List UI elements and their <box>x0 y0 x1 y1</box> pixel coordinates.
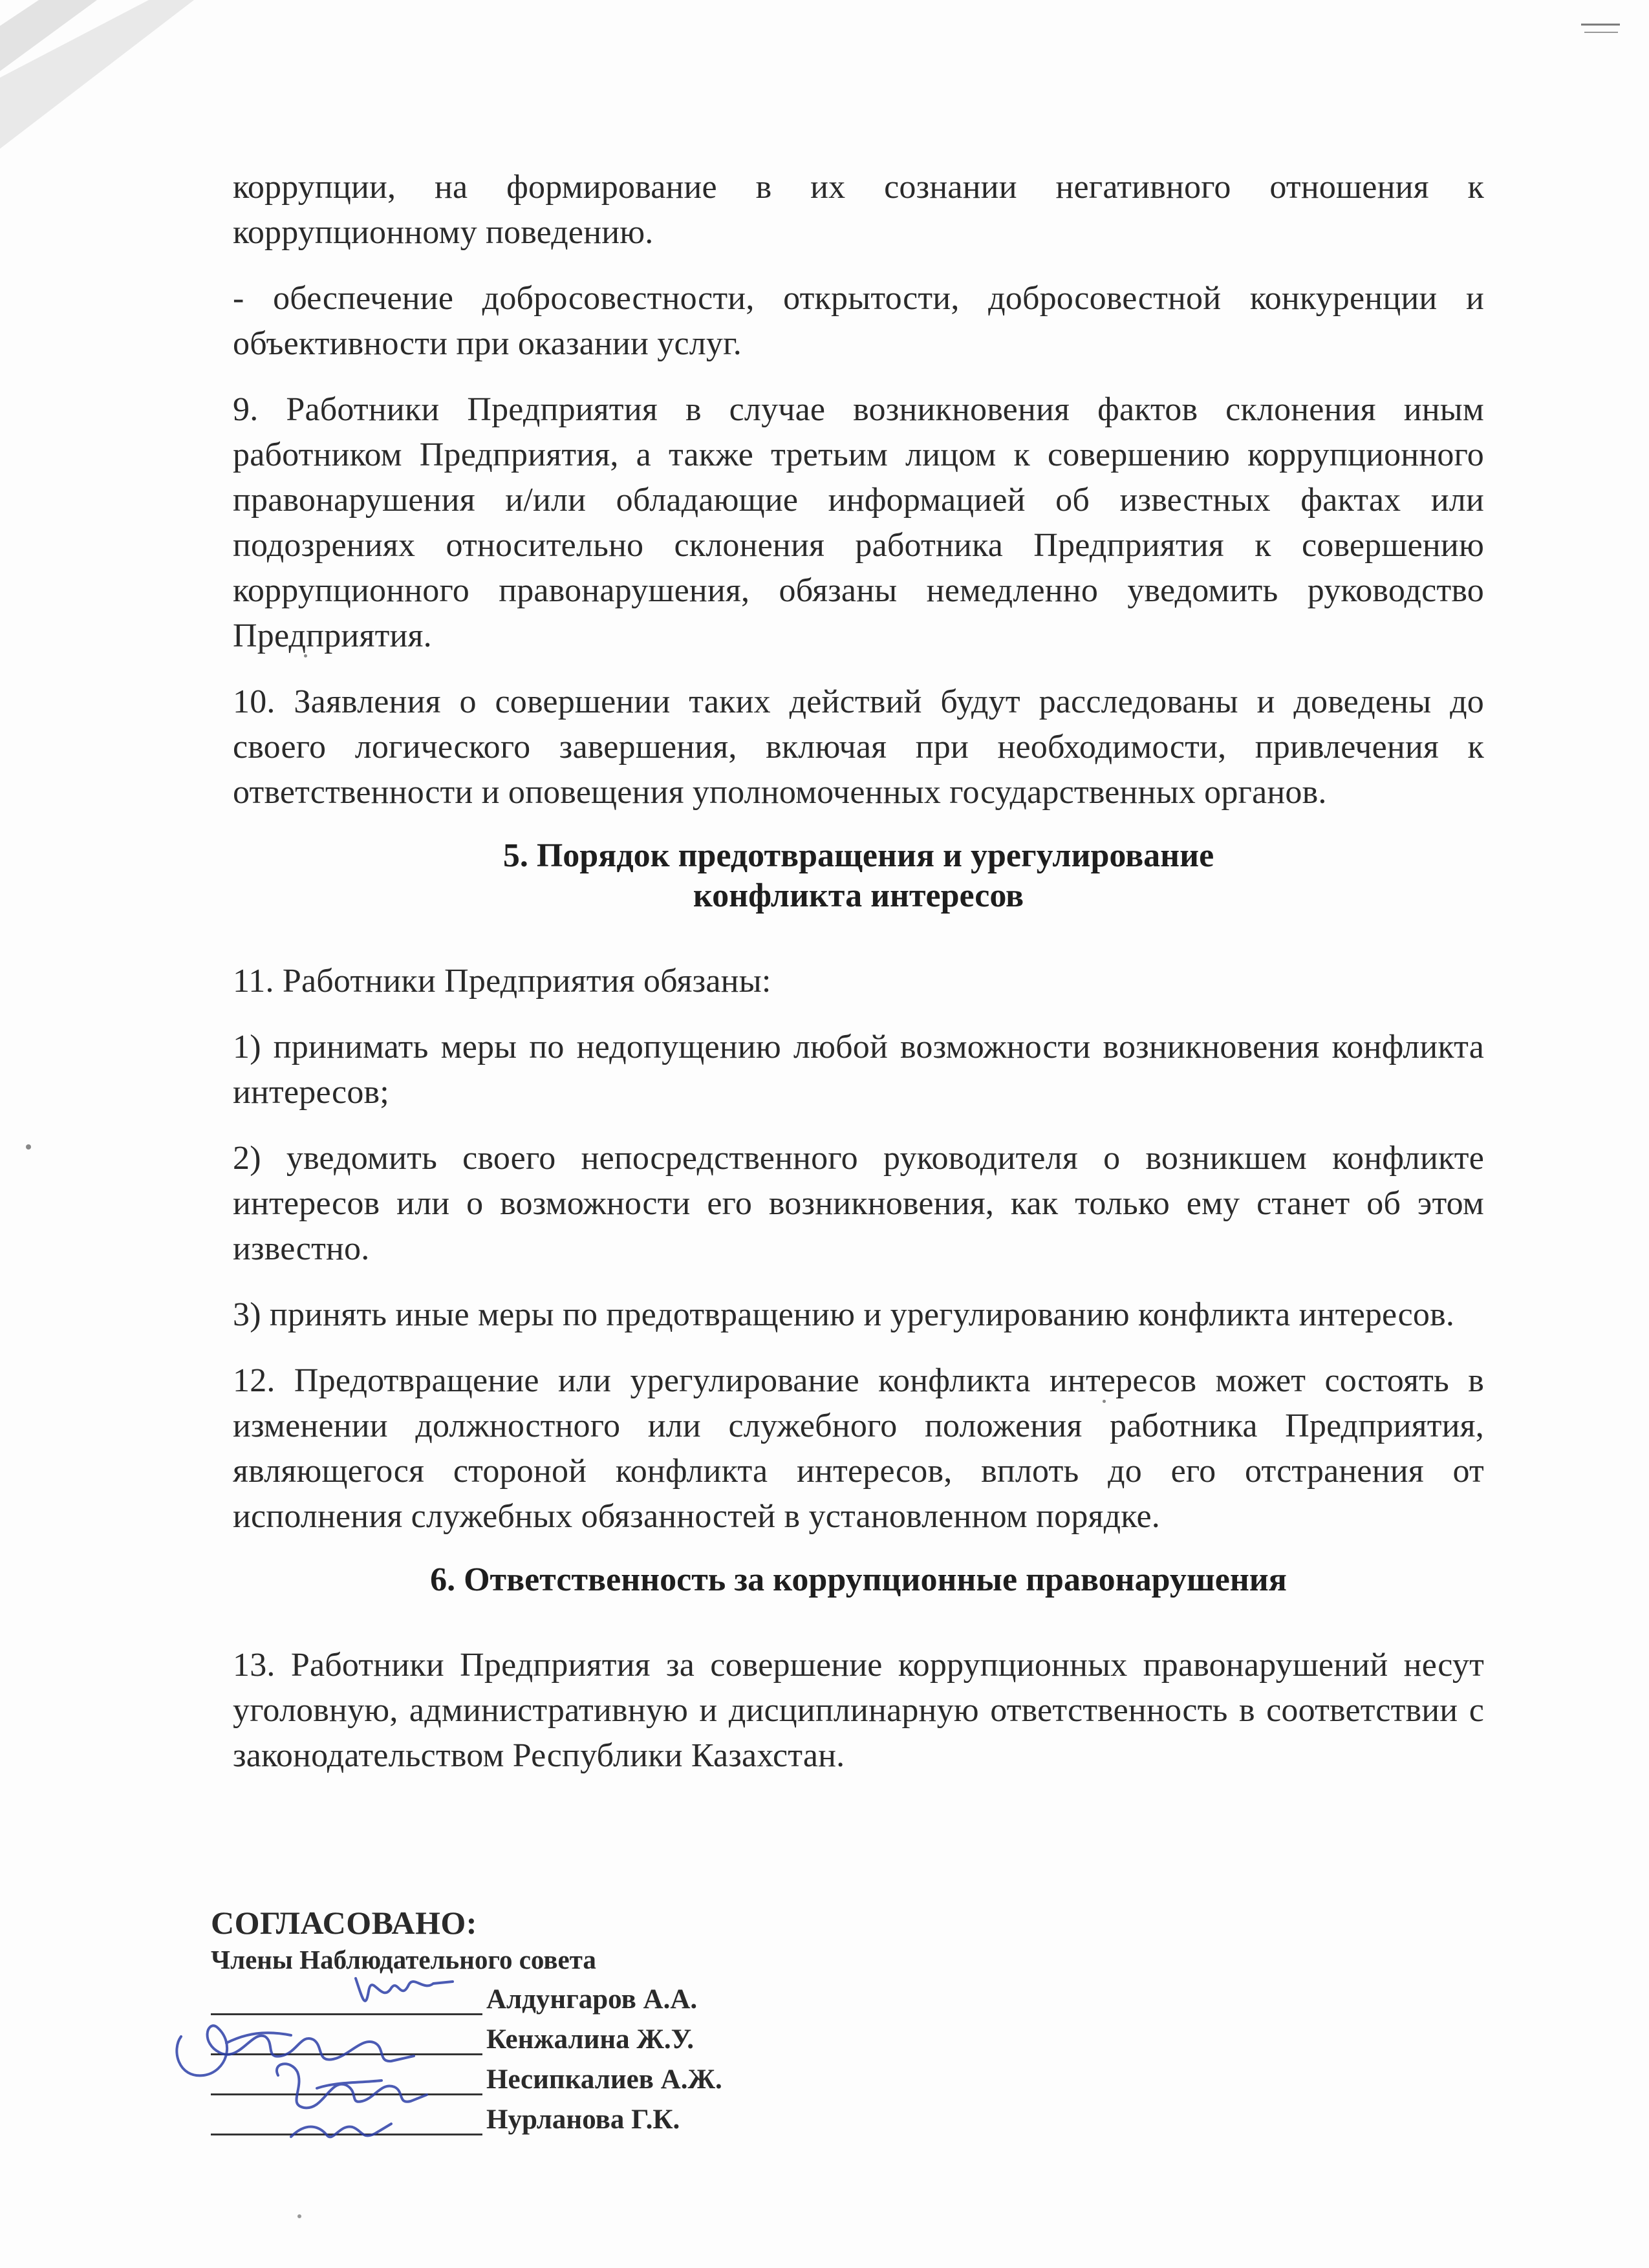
signatory-name: Нурланова Г.К. <box>486 2104 680 2135</box>
approval-title: СОГЛАСОВАНО: <box>211 1905 477 1941</box>
paragraph: - обеспечение добросовестности, открытости, добросовестной конкуренции и объективности при оказании услуг. <box>233 280 1484 362</box>
signatory-name: Кенжалина Ж.У. <box>486 2024 694 2055</box>
paragraph-item-12: 12. Предотвращение или урегулирование конфликта интересов может состоять в изменении должностного или служебного положения работника Предприятия, являющегося стороной конфликта интересов, вплоть до его отстранения от исполнения служебных обязанностей в установленном порядке. <box>233 1362 1484 1535</box>
scan-mark-artifact <box>1578 18 1623 44</box>
paragraph: коррупции, на формирование в их сознании негативного отношения к коррупционному поведению. <box>233 169 1484 251</box>
section-6-heading <box>233 1560 1484 1600</box>
approval-subtitle: Члены Наблюдательного совета <box>211 1945 596 1974</box>
signature-nesipkaliev <box>277 2064 427 2108</box>
section-6-heading-text: 6. Ответственность за коррупционные правонарушения <box>430 1561 1287 1598</box>
scan-edge-artifact <box>0 0 233 168</box>
handwritten-signatures <box>168 1965 530 2153</box>
scan-speck <box>26 1144 31 1150</box>
signatory-name: Алдунгаров А.А. <box>486 1984 698 2015</box>
signature-aldungarov <box>356 1978 453 2001</box>
section-5-heading <box>233 836 1484 916</box>
list-item: 1) принимать меры по недопущению любой возможности возникновения конфликта интересов; <box>233 1029 1484 1111</box>
section-5-heading-line1: 5. Порядок предотвращения и урегулирование <box>502 837 1214 874</box>
list-item: 2) уведомить своего непосредственного руководителя о возникшем конфликте интересов или о возможности его возникновения, как только ему станет об этом известно. <box>233 1140 1484 1267</box>
document-body <box>233 165 1484 1799</box>
paragraph-item-11: 11. Работники Предприятия обязаны: <box>233 963 771 1000</box>
signature-nurlanova <box>291 2124 391 2137</box>
signatory-name: Несипкалиев А.Ж. <box>486 2064 722 2095</box>
paragraph-item-10: 10. Заявления о совершении таких действий будут расследованы и доведены до своего логического завершения, включая при необходимости, привлечения к ответственности и оповещения уполномоченных государственных органов. <box>233 683 1484 811</box>
paragraph-item-9: 9. Работники Предприятия в случае возникновения фактов склонения иным работником Предприятия, а также третьим лицом к совершению коррупционного правонарушения и/или обладающие информацией об известных фактах или подозрениях относительно склонения работника Предприятия к совершению коррупционного правонарушения, обязаны немедленно уведомить руководство Предприятия. <box>233 391 1484 654</box>
section-5-heading-line2: конфликта интересов <box>693 877 1024 914</box>
scan-speck <box>297 2214 301 2218</box>
list-item: 3) принять иные меры по предотвращению и урегулированию конфликта интересов. <box>233 1296 1455 1333</box>
paragraph-item-13: 13. Работники Предприятия за совершение коррупционных правонарушений несут уголовную, административную и дисциплинарную ответственность в соответствии с законодательством Республики Казахстан. <box>233 1647 1484 1774</box>
